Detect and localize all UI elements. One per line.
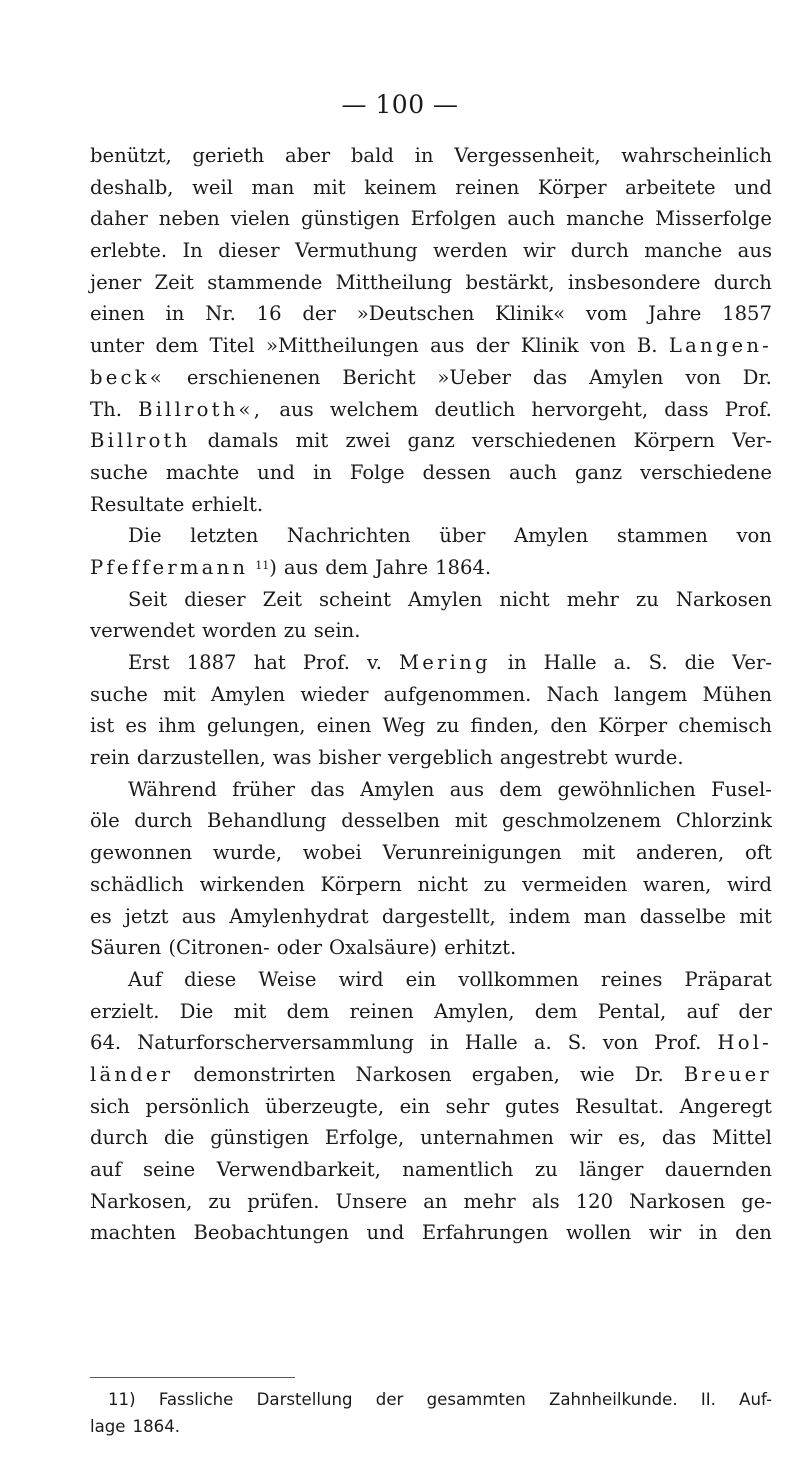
footnote-marker: 11 bbox=[255, 558, 270, 572]
text-line: ist es ihm gelungen, einen Weg zu finden, den Körper chemisch bbox=[90, 714, 772, 738]
author-name: Billroth bbox=[90, 429, 191, 453]
text-line: deshalb, weil man mit keinem reinen Körper arbeitete und bbox=[90, 175, 772, 199]
text-line: öle durch Behandlung desselben mit geschmolzenem Chlorzink bbox=[90, 809, 772, 833]
text-line: Erst 1887 hat Prof. v. Mering in Halle a. S. die Ver- bbox=[90, 647, 772, 679]
text-line: durch die günstigen Erfolge, unternahmen wir es, das Mittel bbox=[90, 1126, 772, 1150]
footnote bbox=[90, 1386, 772, 1440]
text-line: verwendet worden zu sein. bbox=[90, 619, 361, 643]
text-line: Seit dieser Zeit scheint Amylen nicht mehr zu Narkosen bbox=[128, 587, 772, 611]
author-name: Billroth«, bbox=[138, 397, 264, 421]
author-name: Langen- bbox=[668, 334, 772, 358]
author-name: Hol- bbox=[717, 1031, 772, 1055]
body-text bbox=[90, 140, 772, 1249]
text-line: unter dem Titel »Mittheilungen aus der Klinik von B. Langen- bbox=[90, 330, 772, 362]
footnote-divider bbox=[90, 1377, 295, 1378]
text-line: Narkosen, zu prüfen. Unsere an mehr als 120 Narkosen ge- bbox=[90, 1189, 772, 1213]
text-line: länder demonstrirten Narkosen ergaben, wie Dr. Breuer bbox=[90, 1059, 772, 1091]
text-line: jener Zeit stammende Mittheilung bestärkt, insbesondere durch bbox=[90, 270, 772, 294]
text-line: beck« erschienenen Bericht »Ueber das Amylen von Dr. bbox=[90, 362, 772, 394]
author-name: Pfeffermann bbox=[90, 555, 249, 579]
text-line: Th. Billroth«, aus welchem deutlich hervorgeht, dass Prof. bbox=[90, 394, 772, 426]
author-name: Mering bbox=[399, 651, 491, 674]
text-line: einen in Nr. 16 der »Deutschen Klinik« vom Jahre 1857 bbox=[90, 302, 772, 326]
text-line: suche mit Amylen wieder aufgenommen. Nach langem Mühen bbox=[90, 682, 772, 706]
text-line: schädlich wirkenden Körpern nicht zu vermeiden waren, wird bbox=[90, 872, 772, 896]
text-line: sich persönlich überzeugte, ein sehr gutes Resultat. Angeregt bbox=[90, 1094, 772, 1118]
footnote-line: 11) Fassliche Darstellung der gesammten Zahnheilkunde. II. Auf- bbox=[108, 1390, 772, 1409]
text-line: 64. Naturforscherversammlung in Halle a. S. von Prof. Hol- bbox=[90, 1027, 772, 1059]
text-line: rein darzustellen, was bisher vergeblich angestrebt wurde. bbox=[90, 746, 684, 770]
author-name: beck« bbox=[90, 365, 165, 389]
text-line: erzielt. Die mit dem reinen Amylen, dem Pental, auf der bbox=[90, 999, 772, 1023]
text-line: Pfeffermann $^{11}$) aus dem Jahre 1864. bbox=[90, 555, 492, 579]
author-name: Breuer bbox=[683, 1062, 772, 1086]
text-line: Auf diese Weise wird ein vollkommen reines Präparat bbox=[128, 967, 772, 991]
text-line: machten Beobachtungen und Erfahrungen wollen wir in den bbox=[90, 1221, 772, 1245]
author-name: länder bbox=[90, 1062, 174, 1086]
text-line: Billroth damals mit zwei ganz verschiedenen Körpern Ver- bbox=[90, 425, 772, 457]
text-line: Während früher das Amylen aus dem gewöhnlichen Fusel- bbox=[128, 777, 772, 801]
text-line: benützt, gerieth aber bald in Vergessenheit, wahrscheinlich bbox=[90, 144, 772, 167]
text-line: suche machte und in Folge dessen auch ganz verschiedene bbox=[90, 460, 772, 484]
text-line: Säuren (Citronen- oder Oxalsäure) erhitzt. bbox=[90, 936, 517, 960]
text-line: es jetzt aus Amylenhydrat dargestellt, indem man dasselbe mit bbox=[90, 904, 772, 928]
text-line: daher neben vielen günstigen Erfolgen auch manche Misserfolge bbox=[90, 207, 772, 231]
footnote-line: lage 1864. bbox=[90, 1417, 181, 1436]
text-line: Die letzten Nachrichten über Amylen stammen von bbox=[128, 524, 772, 548]
page-number: — 100 — bbox=[341, 90, 459, 119]
text-line: gewonnen wurde, wobei Verunreinigungen mit anderen, oft bbox=[90, 841, 772, 865]
text-line: Resultate erhielt. bbox=[90, 492, 264, 516]
text-line: erlebte. In dieser Vermuthung werden wir durch manche aus bbox=[90, 239, 772, 263]
text-line: auf seine Verwendbarkeit, namentlich zu länger dauernden bbox=[90, 1158, 772, 1181]
